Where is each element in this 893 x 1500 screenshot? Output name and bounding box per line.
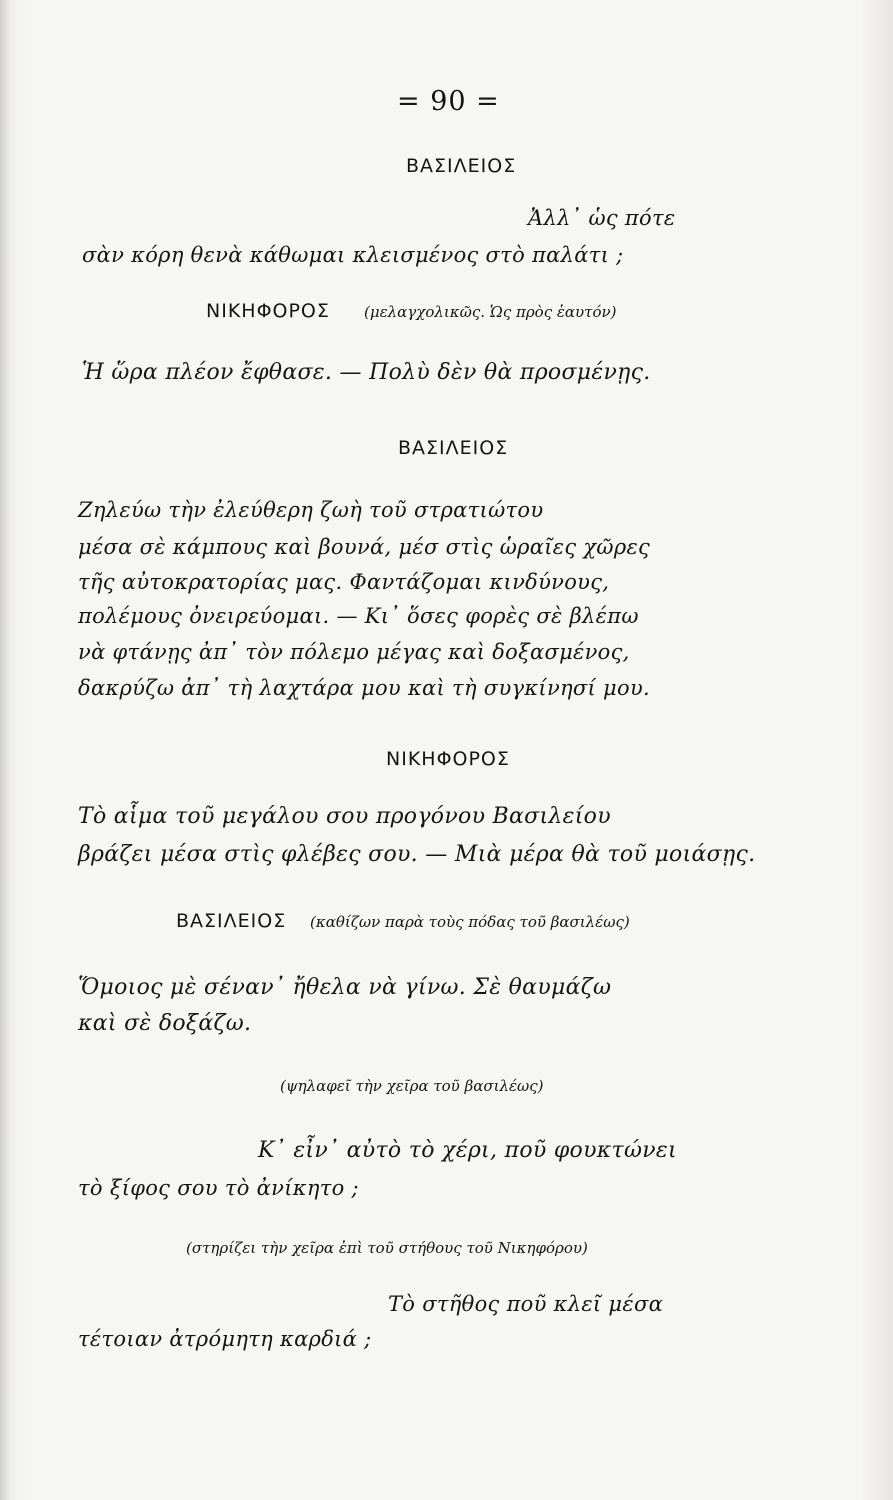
verse-line: Ἡ ὥρα πλέον ἔφθασε. — Πολὺ δὲν θὰ προσμένῃς. [82,360,651,385]
verse-line: πολέμους ὀνειρεύομαι. — Κι᾽ ὅσες φορὲς σὲ βλέπω [78,604,639,628]
verse-line: Ἀλλ᾽ ὡς πότε [528,206,676,230]
speaker-vasileios: ΒΑΣΙΛΕΙΟΣ [406,155,517,177]
speaker-nikiforos: ΝΙΚΗΦΟΡΟΣ [386,748,510,770]
verse-line: καὶ σὲ δοξάζω. [78,1011,252,1036]
verse-line: τῆς αὐτοκρατορίας μας. Φαντάζομαι κινδύνους, [78,570,610,594]
verse-line: τέτοιαν ἀτρόμητη καρδιά ; [78,1327,372,1351]
stage-direction: (ψηλαφεῖ τὴν χεῖρα τοῦ βασιλέως) [280,1077,544,1095]
page-edge-shadow [0,0,10,1500]
stage-direction: (στηρίζει τὴν χεῖρα ἐπὶ τοῦ στήθους τοῦ Νικηφόρου) [186,1239,588,1257]
verse-line: τὸ ξίφος σου τὸ ἀνίκητο ; [78,1176,359,1200]
speaker-vasileios: ΒΑΣΙΛΕΙΟΣ [398,437,509,459]
verse-line: Ὅμοιος μὲ σέναν᾽ ἤθελα νὰ γίνω. Σὲ θαυμάζω [78,975,612,1000]
verse-line: σὰν κόρη θενὰ κάθωμαι κλεισμένος στὸ παλάτι ; [82,243,624,267]
speaker-vasileios: ΒΑΣΙΛΕΙΟΣ [176,910,287,932]
verse-line: Τὸ στῆθος ποῦ κλεῖ μέσα [388,1292,664,1316]
verse-line: νὰ φτάνῃς ἀπ᾽ τὸν πόλεμο μέγας καὶ δοξασμένος, [78,640,630,664]
verse-line: δακρύζω ἀπ᾽ τὴ λαχτάρα μου καὶ τὴ συγκίνησί μου. [78,676,650,700]
verse-line: βράζει μέσα στὶς φλέβες σου. — Μιὰ μέρα θὰ τοῦ μοιάσῃς. [78,842,756,867]
page-number: = 90 = [397,86,500,117]
verse-line: μέσα σὲ κάμπους καὶ βουνά, μέσ στὶς ὡραῖες χῶρες [78,535,651,559]
verse-line: Τὸ αἷμα τοῦ μεγάλου σου προγόνου Βασιλείου [78,804,611,829]
speaker-nikiforos: ΝΙΚΗΦΟΡΟΣ [206,300,330,322]
stage-direction: (καθίζων παρὰ τοὺς πόδας τοῦ βασιλέως) [310,913,630,931]
stage-direction: (μελαγχολικῶς. Ὡς πρὸς ἑαυτόν) [364,303,617,321]
verse-line: Ζηλεύω τὴν ἐλεύθερη ζωὴ τοῦ στρατιώτου [78,498,544,522]
verse-line: Κ᾽ εἶν᾽ αὐτὸ τὸ χέρι, ποῦ φουκτώνει [258,1138,677,1163]
